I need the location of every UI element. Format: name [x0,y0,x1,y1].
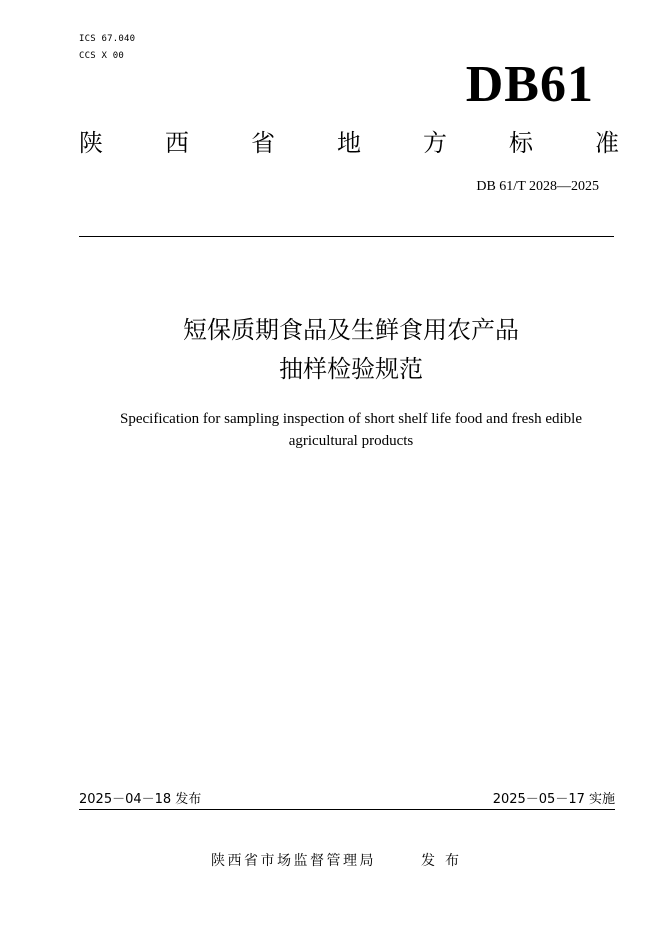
standard-number: DB 61/T 2028—2025 [476,179,599,194]
publish-date: 2025－04－18 发布 [79,792,202,807]
standard-type-char: 陕 [79,129,103,157]
document-title-en-line1: Specification for sampling inspection of short shelf life food and fresh edible [120,411,582,427]
standard-logo: DB61 [465,56,594,113]
standard-type-char: 省 [251,129,275,157]
ccs-code: CCS X 00 [79,51,124,61]
standard-type-title [79,126,619,160]
standard-type-char: 地 [337,129,361,157]
standard-type-char: 准 [595,129,619,157]
standard-type-char: 标 [509,129,533,157]
issue-label: 发布 [421,853,469,869]
issuing-authority: 陕西省市场监督管理局 [211,853,376,869]
document-title-en-line2: agricultural products [288,433,414,449]
standard-type-char: 西 [165,129,189,157]
implement-date: 2025－05－17 实施 [492,792,615,807]
header-divider [79,236,614,237]
document-title-cn-line1: 短保质期食品及生鲜食用农产品 [183,316,519,344]
ics-code: ICS 67.040 [79,34,136,44]
document-title-cn-line2: 抽样检验规范 [279,355,423,383]
footer-divider [79,809,615,810]
standard-type-char: 方 [423,129,447,157]
